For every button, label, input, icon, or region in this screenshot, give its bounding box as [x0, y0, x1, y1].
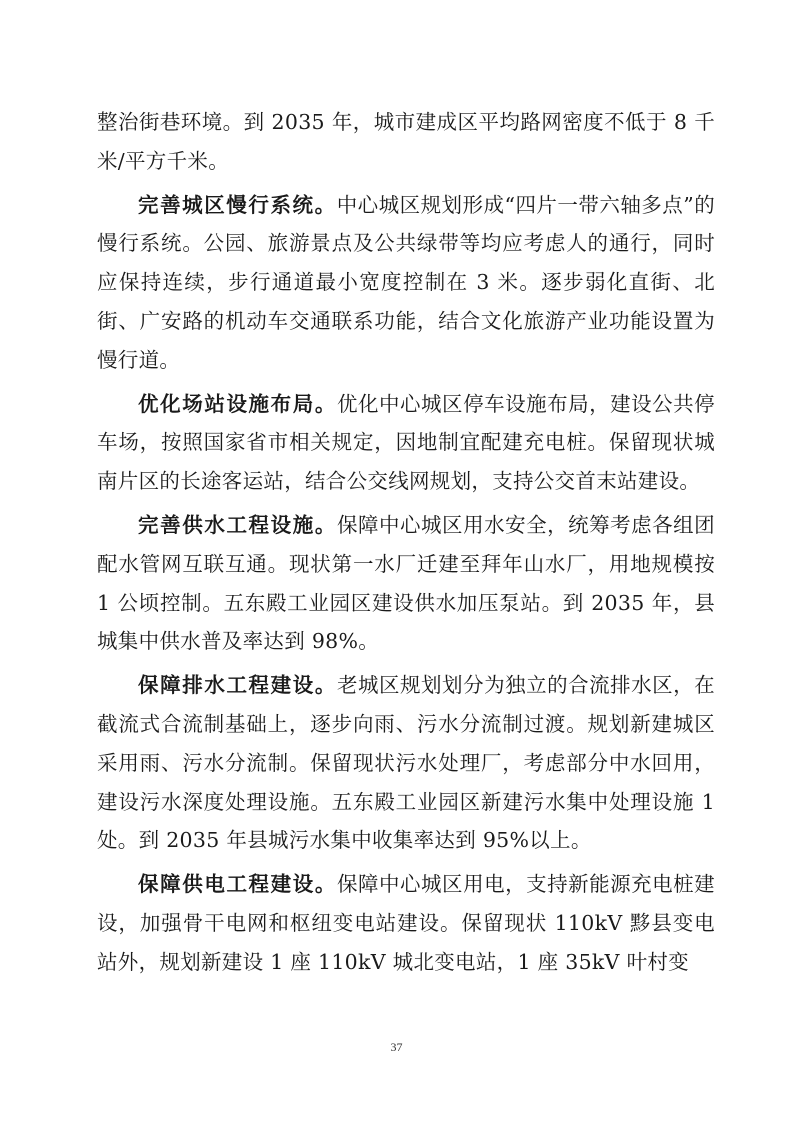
paragraph-heading: 优化场站设施布局。 [138, 391, 337, 416]
paragraph-text: 整治街巷环境。到 2035 年，城市建成区平均路网密度不低于 8 千米/平方千米。 [97, 110, 715, 173]
paragraph-slow-traffic [97, 186, 715, 380]
paragraph-text: 保障中心城区用水安全，统筹考虑各组团配水管网互联互通。现状第一水厂迁建至拜年山水厂，用地规模按 1 公顷控制。五东殿工业园区建设供水加压泵站。到 2035 年，县城集中供水普及率达到 98%。 [97, 512, 715, 654]
paragraph-street-environment [97, 103, 715, 181]
paragraph-heading: 保障排水工程建设。 [138, 673, 337, 698]
document-body [97, 103, 715, 987]
paragraph-heading: 完善供水工程设施。 [138, 512, 337, 537]
paragraph-text: 老城区规划划分为独立的合流排水区，在截流式合流制基础上，逐步向雨、污水分流制过渡。规划新建城区采用雨、污水分流制。保留现状污水处理厂，考虑部分中水回用，建设污水深度处理设施。五东殿工业园区新建污水集中处理设施 1 处。到 2035 年县城污水集中收集率达到 95%以上。 [97, 673, 715, 853]
paragraph-water-supply [97, 506, 715, 661]
page-number: 37 [390, 1040, 403, 1054]
paragraph-text: 中心城区规划形成“四片一带六轴多点”的慢行系统。公园、旅游景点及公共绿带等均应考虑人的通行，同时应保持连续，步行通道最小宽度控制在 3 米。逐步弱化直街、北街、广安路的机动车交通联系功能，结合文化旅游产业功能设置为慢行道。 [97, 192, 715, 372]
paragraph-heading: 保障供电工程建设。 [138, 872, 337, 897]
paragraph-text: 优化中心城区停车设施布局，建设公共停车场，按照国家省市相关规定，因地制宜配建充电桩。保留现状城南片区的长途客运站，结合公交线网规划，支持公交首末站建设。 [97, 391, 715, 494]
paragraph-heading: 完善城区慢行系统。 [138, 192, 337, 217]
paragraph-drainage [97, 666, 715, 860]
paragraph-station-layout [97, 385, 715, 501]
paragraph-text: 保障中心城区用电，支持新能源充电桩建设，加强骨干电网和枢纽变电站建设。保留现状 110kV 黟县变电站外，规划新建设 1 座 110kV 城北变电站，1 座 35kV 叶村变 [97, 872, 715, 974]
paragraph-power-supply [97, 865, 715, 981]
